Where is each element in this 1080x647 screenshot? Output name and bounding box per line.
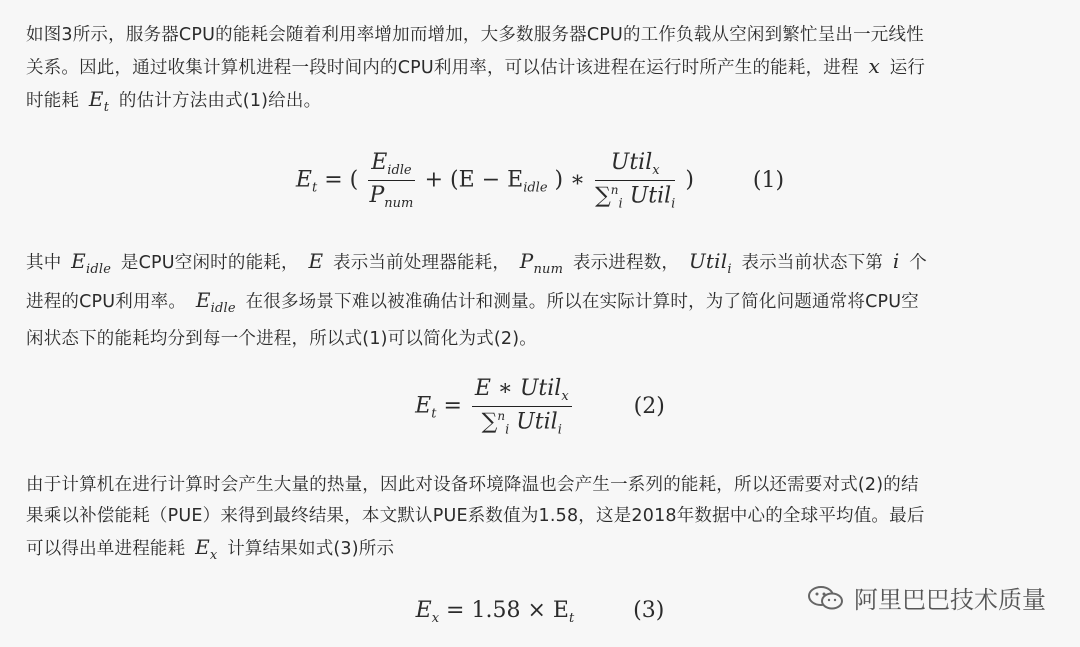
- watermark: [806, 580, 1046, 615]
- watermark-text: 阿里巴巴技术质量: [854, 586, 1046, 614]
- eq1-fraction-2: $\frac{Util_x}{\sum^n_i Util_i}$: [595, 150, 676, 212]
- var-x: x: [868, 54, 880, 78]
- p3-line3: 可以得出单进程能耗 $E_x$ 计算结果如式(3)所示: [26, 535, 395, 563]
- eq2-fraction: $\frac{E ∗ Util_x}{\sum^n_i Util_i}$: [472, 376, 572, 437]
- eq1-fraction-1: $\frac{E_{idle}}{P_{num}}$: [369, 150, 414, 212]
- p1-line1: 如图3所示，服务器CPU的能耗会随着利用率增加而增加，大多数服务器CPU的工作负载从空闲到繁忙呈出一元线性: [26, 25, 924, 45]
- p1-line2-end: 运行: [889, 58, 926, 78]
- eq3-number: (3): [633, 598, 665, 623]
- equation-1: $E_t$ = ( $\frac{E_{idle}}{P_{num}}$ + ($E - E_{idle}$ ) ∗ $\frac{Util_x}{\sum^n_i Util_i}$ ) (1): [295, 150, 785, 212]
- paragraph-1: [26, 20, 1056, 123]
- p1-line2-text: 关系。因此，通过收集计算机进程一段时间内的CPU利用率，可以估计该进程在运行时所产生的能耗，进程: [26, 58, 859, 78]
- p1-line2: [26, 51, 1056, 84]
- equation-2: $E_t$ = $\frac{E ∗ Util_x}{\sum^n_i Util_i}$ (2): [415, 376, 665, 438]
- p2-line2: 进程的CPU利用率。 $E_{idle}$ 在很多场景下难以被准确估计和测量。所以在实际计算时，为了简化问题通常将CPU空: [26, 288, 919, 316]
- paragraph-3: [26, 470, 1056, 571]
- equation-3: $E_x = 1.58 \times E_t$ (3): [415, 598, 665, 626]
- p2-line3: 闲状态下的能耗均分到每一个进程，所以式(1)可以简化为式(2)。: [26, 329, 537, 349]
- wechat-icon: [806, 584, 846, 612]
- eq2-number: (2): [633, 393, 665, 419]
- p2-line1: 其中 $E_{idle}$ 是CPU空闲时的能耗， E 表示当前处理器能耗， $P_{num}$ 表示进程数， Util$_i$ 表示当前状态下第 i 个: [26, 249, 927, 277]
- p3-line2: 果乘以补偿能耗（PUE）来得到最终结果，本文默认PUE系数值为1.58，这是2018年数据中心的全球平均值。最后: [26, 506, 925, 526]
- eq1-number: (1): [752, 167, 785, 193]
- var-et: $E_t$: [88, 87, 110, 115]
- p1-line3: [26, 84, 1056, 123]
- p1-line3-text: 时能耗: [26, 91, 80, 111]
- p1-line3-end: 的估计方法由式(1)给出。: [118, 91, 322, 111]
- paragraph-2: [26, 246, 1056, 355]
- p3-line1: 由于计算机在进行计算时会产生大量的热量，因此对设备环境降温也会产生一系列的能耗，所以还需要对式(2)的结: [26, 475, 919, 495]
